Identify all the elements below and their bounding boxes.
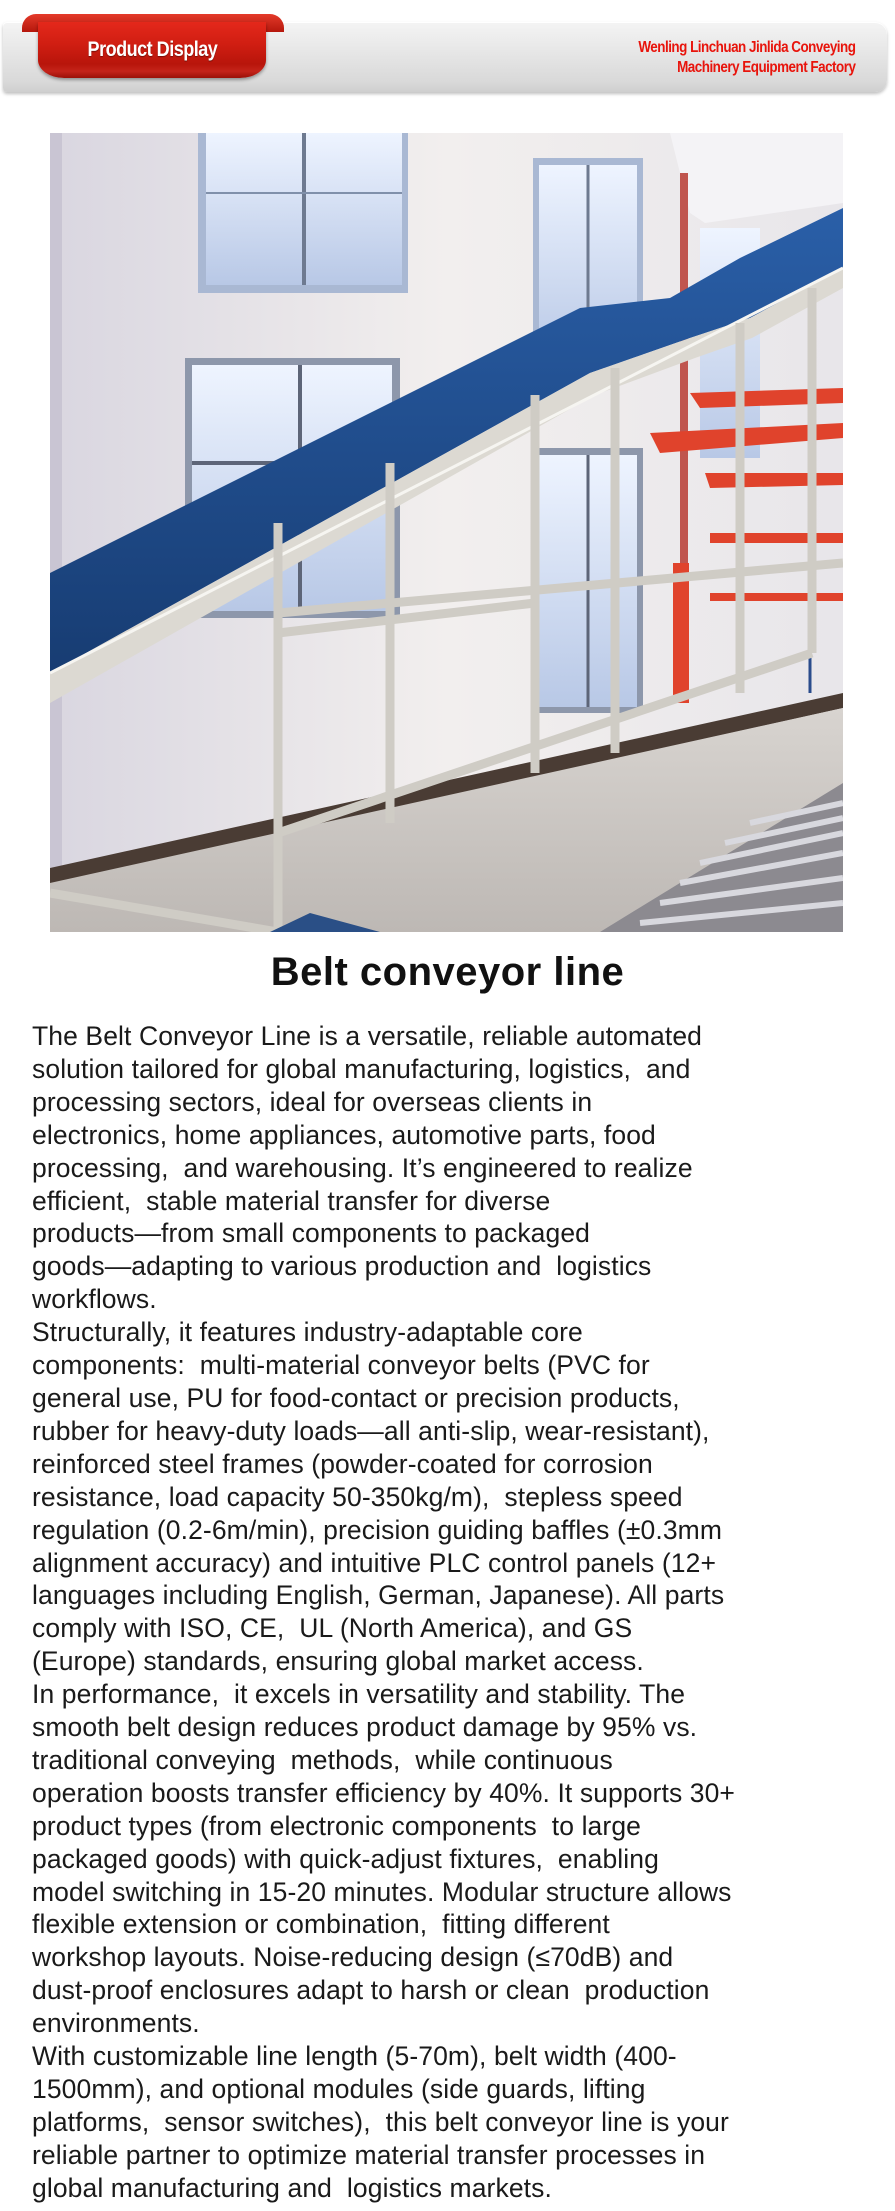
description-line: reliable partner to optimize material transfer processes in bbox=[32, 2139, 706, 2170]
product-description bbox=[32, 1020, 872, 2205]
company-name-line-1: Wenling Linchuan Jinlida Conveying bbox=[637, 39, 855, 56]
description-line: resistance, load capacity 50-350kg/m), stepless speed bbox=[32, 1481, 683, 1512]
product-title: Belt conveyor line bbox=[270, 950, 625, 994]
description-line: workshop layouts. Noise-reducing design (≤70dB) and bbox=[32, 1942, 674, 1973]
description-line: dust-proof enclosures adapt to harsh or clean production bbox=[32, 1975, 710, 2006]
description-line: processing, and warehousing. It’s engineered to realize bbox=[32, 1152, 693, 1183]
description-line: regulation (0.2-6m/min), precision guiding baffles (±0.3mm bbox=[32, 1514, 723, 1545]
description-line: flexible extension or combination, fitting different bbox=[32, 1909, 610, 1940]
description-line: environments. bbox=[32, 2008, 200, 2039]
description-line: products—from small components to packaged bbox=[32, 1218, 591, 1249]
description-line: Structurally, it features industry-adaptable core bbox=[32, 1317, 583, 1348]
description-line: traditional conveying methods, while continuous bbox=[32, 1744, 613, 1775]
section-ribbon bbox=[38, 22, 266, 78]
description-line: components: multi-material conveyor belts (PVC for bbox=[32, 1350, 650, 1381]
description-line: general use, PU for food-contact or precision products, bbox=[32, 1382, 680, 1413]
description-line: The Belt Conveyor Line is a versatile, reliable automated bbox=[32, 1021, 703, 1051]
description-line: (Europe) standards, ensuring global market access. bbox=[32, 1646, 644, 1677]
description-line: alignment accuracy) and intuitive PLC control panels (12+ bbox=[32, 1547, 717, 1578]
section-label: Product Display bbox=[87, 38, 217, 61]
description-line: reinforced steel frames (powder-coated for corrosion bbox=[32, 1448, 653, 1479]
description-line: rubber for heavy-duty loads—all anti-slip, wear-resistant), bbox=[32, 1415, 710, 1446]
description-line: model switching in 15-20 minutes. Modular structure allows bbox=[32, 1876, 732, 1907]
description-line: solution tailored for global manufacturing, logistics, and bbox=[32, 1053, 691, 1084]
description-line: efficient, stable material transfer for diverse bbox=[32, 1185, 551, 1216]
description-line: In performance, it excels in versatility and stability. The bbox=[32, 1679, 686, 1710]
description-line: global manufacturing and logistics markets. bbox=[32, 2172, 552, 2203]
description-line: operation boosts transfer efficiency by 40%. It supports 30+ bbox=[32, 1777, 736, 1808]
product-photo bbox=[50, 133, 843, 932]
conveyor-photo-illustration bbox=[50, 133, 843, 932]
description-line: 1500mm), and optional modules (side guards, lifting bbox=[32, 2074, 646, 2104]
description-line: processing sectors, ideal for overseas clients in bbox=[32, 1086, 593, 1117]
description-line: workflows. bbox=[32, 1284, 157, 1315]
description-line: platforms, sensor switches), this belt conveyor line is your bbox=[32, 2106, 729, 2137]
description-line: comply with ISO, CE, UL (North America), and GS bbox=[32, 1613, 633, 1644]
description-line: goods—adapting to various production and logistics bbox=[32, 1251, 652, 1282]
description-line: packaged goods) with quick-adjust fixtures, enabling bbox=[32, 1843, 659, 1874]
description-line: product types (from electronic components to large bbox=[32, 1810, 641, 1841]
description-line: languages including English, German, Japanese). All parts bbox=[32, 1580, 725, 1611]
description-line: smooth belt design reduces product damage by 95% vs. bbox=[32, 1712, 698, 1743]
description-line: With customizable line length (5-70m), belt width (400- bbox=[32, 2041, 677, 2072]
company-name-line-2: Machinery Equipment Factory bbox=[676, 59, 855, 76]
company-name bbox=[638, 38, 855, 78]
product-display-banner bbox=[0, 0, 895, 100]
description-line: electronics, home appliances, automotive parts, food bbox=[32, 1119, 656, 1150]
